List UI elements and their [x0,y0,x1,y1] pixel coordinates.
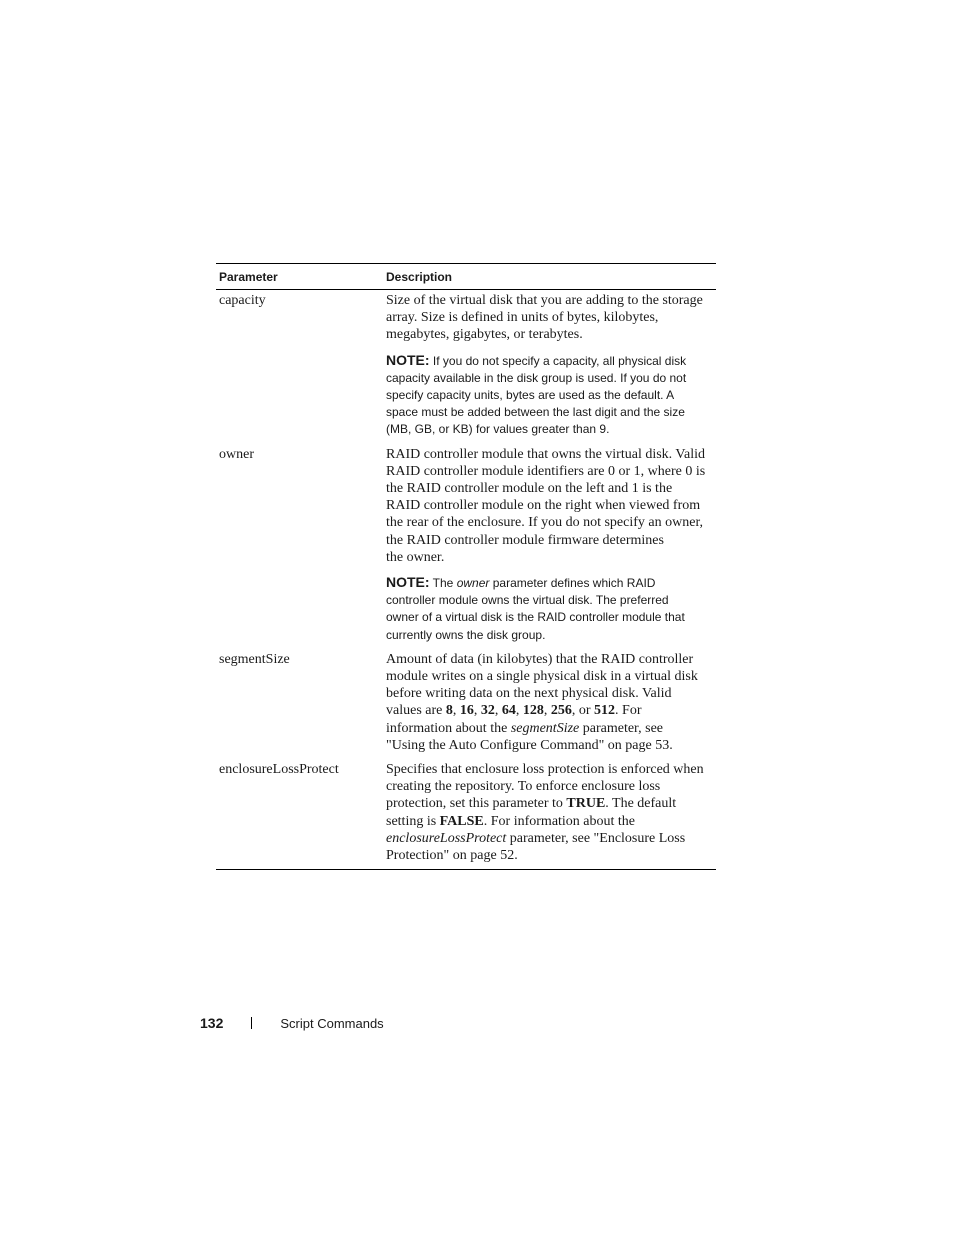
param-description [383,446,716,644]
description-text [386,446,712,566]
text-line: RAID controller module that owns the virtual disk. Valid [386,446,705,462]
text-fragment: parameter defines which RAID [489,576,656,591]
page-footer [200,1015,384,1031]
text-line: array. Size is defined in units of bytes, kilobytes, [386,310,659,326]
text-line: (MB, GB, or KB) for values greater than 9. [386,422,610,437]
note-label: NOTE: [386,574,430,591]
segment-value: 256 [550,703,572,719]
table-header-row [216,264,716,290]
table-row-enclosurelossprotect [216,759,716,869]
text-fragment: information about the [386,720,511,736]
cross-reference: Protection" on page 52. [386,848,518,864]
text-fragment: , [494,703,502,719]
param-name: capacity [219,293,266,308]
text-fragment: protection, set this parameter to [386,796,567,812]
segment-value: 32 [480,703,495,719]
text-line: creating the repository. To enforce enclosure loss [386,779,661,795]
segment-value: 16 [459,703,474,719]
table-row-owner [216,444,716,649]
text-fragment: , [473,703,481,719]
text-line: space must be added between the last digit and the size [386,405,685,420]
description-text [386,651,712,754]
value-false: FALSE [439,813,484,829]
param-name: enclosureLossProtect [219,762,339,778]
table-row-segmentsize [216,649,716,759]
text-line: Size of the virtual disk that you are adding to the storage [386,293,703,308]
param-description [383,761,716,864]
note-block [386,574,712,644]
text-line: Specifies that enclosure loss protection is enforced when [386,762,704,778]
text-line: currently owns the disk group. [386,627,546,642]
text-line: capacity available in the disk group is used. If you do not [386,370,687,385]
segment-value: 128 [522,703,544,719]
text-line: the RAID controller module on the left and 1 is the [386,481,673,497]
page-number: 132 [200,1015,224,1031]
text-line: owner of a virtual disk is the RAID controller module that [386,610,685,625]
param-reference: segmentSize [510,720,580,736]
param-reference: owner [456,576,490,591]
header-description: Description [386,269,453,284]
text-fragment: . For information about the [483,813,636,829]
param-name: segmentSize [219,651,290,667]
text-line: the owner. [386,549,445,565]
segment-value: 8 [445,703,453,719]
description-text [386,761,712,864]
text-fragment: , [543,703,551,719]
text-line: the rear of the enclosure. If you do not specify an owner, [386,515,704,531]
text-line: If you do not specify a capacity, all physical disk [429,353,687,368]
note-label: NOTE: [386,351,430,368]
param-name: owner [219,446,254,462]
segment-value: 512 [594,703,616,719]
section-title: Script Commands [280,1015,384,1031]
param-description [383,292,716,439]
text-line: RAID controller module identifiers are 0 or 1, where 0 is [386,463,706,479]
text-fragment: parameter, see "Enclosure Loss [506,830,686,846]
description-text [386,292,712,344]
text-fragment: . The default [605,796,677,812]
header-parameter: Parameter [219,269,278,284]
text-line: RAID controller module on the right when viewed from [386,498,701,514]
segment-value: 64 [501,703,516,719]
param-reference: enclosureLossProtect [386,830,507,846]
text-line: controller module owns the virtual disk. The preferred [386,593,669,608]
text-line: specify capacity units, bytes are used as the default. A [386,388,675,403]
table-row-capacity [216,290,716,444]
text-fragment: setting is [386,813,440,829]
text-fragment: , [452,703,460,719]
text-fragment: , or [571,703,595,719]
text-fragment: The [429,576,457,591]
text-line: the RAID controller module firmware determines [386,532,664,548]
text-line: module writes on a single physical disk in a virtual disk [386,669,698,685]
text-fragment: parameter, see [579,720,664,736]
text-line: before writing data on the next physical disk. Valid [386,686,672,702]
text-fragment: , [515,703,523,719]
value-true: TRUE [566,796,606,812]
text-fragment: . For [615,703,642,719]
parameter-table [216,263,716,870]
note-block [386,352,712,439]
footer-separator [251,1017,252,1029]
param-description [383,651,716,754]
text-fragment: values are [386,703,446,719]
cross-reference: "Using the Auto Configure Command" on page 53. [386,737,673,753]
text-line: megabytes, gigabytes, or terabytes. [386,327,583,343]
text-line: Amount of data (in kilobytes) that the RAID controller [386,651,694,667]
